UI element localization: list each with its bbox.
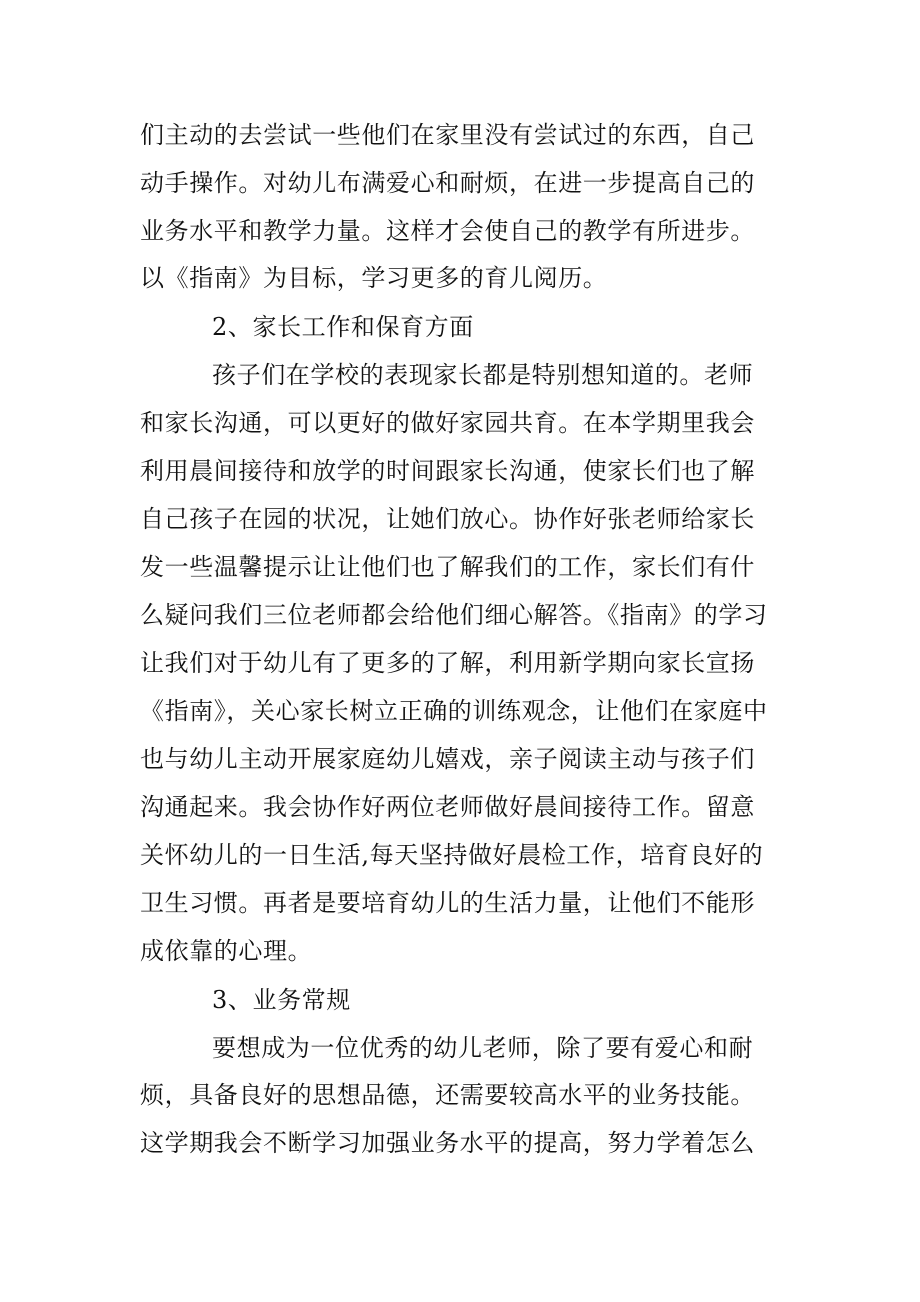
paragraph-line: 这学期我会不断学习加强业务水平的提高，努力学着怎么: [140, 1129, 755, 1157]
paragraph-line: 让我们对于幼儿有了更多的了解，利用新学期向家长宣扬: [140, 649, 755, 677]
paragraph-line: 烦，具备良好的思想品德，还需要较高水平的业务技能。: [140, 1081, 755, 1109]
paragraph-line: 发一些温馨提示让让他们也了解我们的工作，家长们有什: [140, 553, 755, 581]
paragraph-line: 成依靠的心理。: [140, 937, 313, 965]
paragraph-line: 《指南》，关心家长树立正确的训练观念，让他们在家庭中: [140, 697, 768, 725]
paragraph-line: 自己孩子在园的状况，让她们放心。协作好张老师给家长: [140, 505, 755, 533]
paragraph-line: 利用晨间接待和放学的时间跟家长沟通，使家长们也了解: [140, 457, 755, 485]
paragraph-line: 么疑问我们三位老师都会给他们细心解答。《指南》的学习: [140, 601, 768, 629]
paragraph-line: 业务水平和教学力量。这样才会使自己的教学有所进步。: [140, 217, 755, 245]
paragraph-line: 沟通起来。我会协作好两位老师做好晨间接待工作。留意: [140, 793, 755, 821]
paragraph-line: 和家长沟通，可以更好的做好家园共育。在本学期里我会: [140, 409, 755, 437]
section-heading-3: 3、业务常规: [212, 986, 351, 1014]
paragraph-line: 卫生习惯。再者是要培育幼儿的生活力量，让他们不能形: [140, 889, 755, 917]
paragraph-line: 要想成为一位优秀的幼儿老师，除了要有爱心和耐: [212, 1034, 754, 1062]
paragraph-line: 也与幼儿主动开展家庭幼儿嬉戏，亲子阅读主动与孩子们: [140, 745, 755, 773]
paragraph-line: 孩子们在学校的表现家长都是特别想知道的。老师: [212, 361, 754, 389]
paragraph-line: 们主动的去尝试一些他们在家里没有尝试过的东西，自己: [140, 121, 755, 149]
paragraph-line: 关怀幼儿的一日生活,每天坚持做好晨检工作，培育良好的: [140, 841, 764, 869]
paragraph-line: 以《指南》为目标，学习更多的育儿阅历。: [140, 264, 608, 292]
section-heading-2: 2、家长工作和保育方面: [212, 313, 474, 341]
paragraph-line: 动手操作。对幼儿布满爱心和耐烦，在进一步提高自己的: [140, 169, 755, 197]
